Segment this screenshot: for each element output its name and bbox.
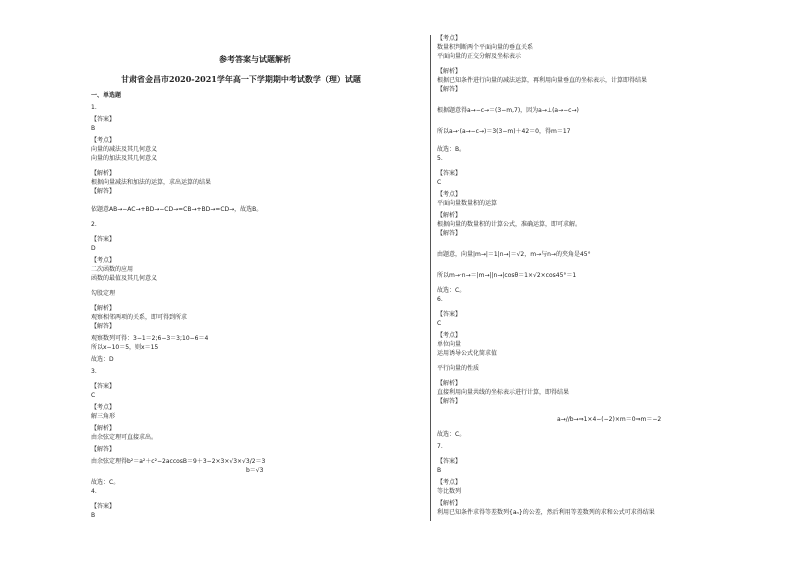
text-line: 平面向量的正交分解及坐标表示 <box>437 53 522 60</box>
text-line: 故选：C。 <box>437 431 466 438</box>
text-line: 【答案】 <box>91 116 116 123</box>
text-line: 【解析】 <box>437 68 462 75</box>
text-line: 数量积判断两个平面向量的垂直关系 <box>437 44 534 51</box>
text-line: 等比数列 <box>437 488 462 495</box>
text-line: 根据向量减法和加法的运算，求出运算的结果 <box>91 179 212 186</box>
text-line: 所以a→·(a→−c→)＝3(3−m)＋42＝0，得m＝17 <box>437 128 571 135</box>
text-line: 【考点】 <box>437 479 462 486</box>
text-line: 【答案】 <box>437 458 462 465</box>
text-line: 【考点】 <box>437 332 462 339</box>
text-line: 【解析】 <box>437 380 462 387</box>
text-line: 5. <box>437 155 443 162</box>
text-line: 故选：D <box>91 356 114 363</box>
text-line: 利用已知条件求得等差数列{aₙ}的公差，然后利用等差数列的求和公式可求得结果 <box>437 509 655 516</box>
text-line: 根据题意得a→−c→＝(3−m,7)，因为a→⊥(a→−c→) <box>437 107 579 114</box>
text-line: 【答案】 <box>437 311 462 318</box>
text-line: 【考点】 <box>91 137 116 144</box>
text-line: 【解析】 <box>91 425 116 432</box>
text-line: 运用诱导公式化简求值 <box>437 350 498 357</box>
text-line: 平面向量数量积的运算 <box>437 200 498 207</box>
text-line: 解三角形 <box>91 413 116 420</box>
text-line: 所以m→·n→＝|m→||n→|cosθ＝1×√2×cos45°＝1 <box>437 272 577 279</box>
text-line: 由题意，向量|m→|＝1|n→|＝√2，m→与n→的夹角是45° <box>437 251 591 258</box>
text-line: 【考点】 <box>437 191 462 198</box>
text-line: 【考点】 <box>437 35 462 42</box>
text-line: 【解答】 <box>91 188 116 195</box>
text-line: 2. <box>91 221 97 228</box>
text-line: 【解答】 <box>437 230 462 237</box>
text-line: 直接利用向量共线的坐标表示进行计算，即得结果 <box>437 389 570 396</box>
text-line: 【解析】 <box>437 500 462 507</box>
text-line: 二次函数的应用 <box>91 266 134 273</box>
text-line: 故选：C。 <box>437 287 466 294</box>
text-line: 【考点】 <box>91 404 116 411</box>
text-line: 【答案】 <box>91 503 116 510</box>
text-line: 7. <box>437 443 443 450</box>
text-line: B <box>91 125 96 132</box>
text-line: 依题意AB→−AC→+BD→−CD→=CB→+BD→=CD→，故选B。 <box>91 206 263 213</box>
text-line: 【解析】 <box>437 212 462 219</box>
text-line: 故选：B。 <box>437 146 466 153</box>
text-line: 观察相邻两项的关系，即可得到所求 <box>91 314 188 321</box>
text-line: C <box>91 392 96 399</box>
text-line: 【解析】 <box>91 305 116 312</box>
text-line: 向量的减法及其几何意义 <box>91 146 158 153</box>
text-line: 【答案】 <box>437 170 462 177</box>
text-line: 【解析】 <box>91 170 116 177</box>
text-line: C <box>437 179 442 186</box>
text-line: 勾股定理 <box>91 290 116 297</box>
text-line: B <box>437 467 442 474</box>
text-line: 根据向量的数量积的计算公式，准确运算，即可求解。 <box>437 221 582 228</box>
document-title: 参考答案与试题解析 <box>219 54 291 64</box>
text-line: 【解答】 <box>437 86 462 93</box>
text-line: 【考点】 <box>91 257 116 264</box>
text-line: 【答案】 <box>91 383 116 390</box>
text-line: 3. <box>91 368 97 375</box>
text-line: 故选：C。 <box>91 479 120 486</box>
text-line: 观察数列可得：3−1＝2;6−3＝3;10−6＝4 <box>91 335 209 342</box>
text-line: 由余弦定理可直接求出。 <box>91 434 158 441</box>
text-line: 由余弦定理得b²＝a²＋c²−2accosB＝9＋3−2×3×√3×√3/2＝3 <box>91 458 266 465</box>
text-line: b＝√3 <box>246 467 264 474</box>
text-line: 【解答】 <box>437 398 462 405</box>
text-line: 6. <box>437 296 443 303</box>
text-line: 【解答】 <box>91 446 116 453</box>
document-title: 甘肃省金昌市2020-2021学年高一下学期期中考试数学（理）试题 <box>121 74 361 84</box>
text-line: a→//b→⇒1×4−(−2)×m＝0⇒m＝−2 <box>557 416 662 423</box>
text-line: 所以x−10＝5，则x＝15 <box>91 344 159 351</box>
text-line: 根据已知条件进行向量的减法运算，再利用向量垂直的坐标表示，计算即得结果 <box>437 77 648 84</box>
text-line: 【解答】 <box>91 323 116 330</box>
text-line: 向量的加法及其几何意义 <box>91 155 158 162</box>
text-line: 单位向量 <box>437 341 462 348</box>
text-line: 【答案】 <box>91 236 116 243</box>
text-line: D <box>91 245 96 252</box>
text-line: 4. <box>91 488 97 495</box>
column-divider <box>430 35 431 521</box>
text-line: B <box>91 512 96 519</box>
text-line: 1. <box>91 104 97 111</box>
text-line: 一、单选题 <box>91 92 122 99</box>
text-line: 平行向量的性质 <box>437 365 480 372</box>
text-line: 函数的最值及其几何意义 <box>91 275 158 282</box>
text-line: C <box>437 320 442 327</box>
